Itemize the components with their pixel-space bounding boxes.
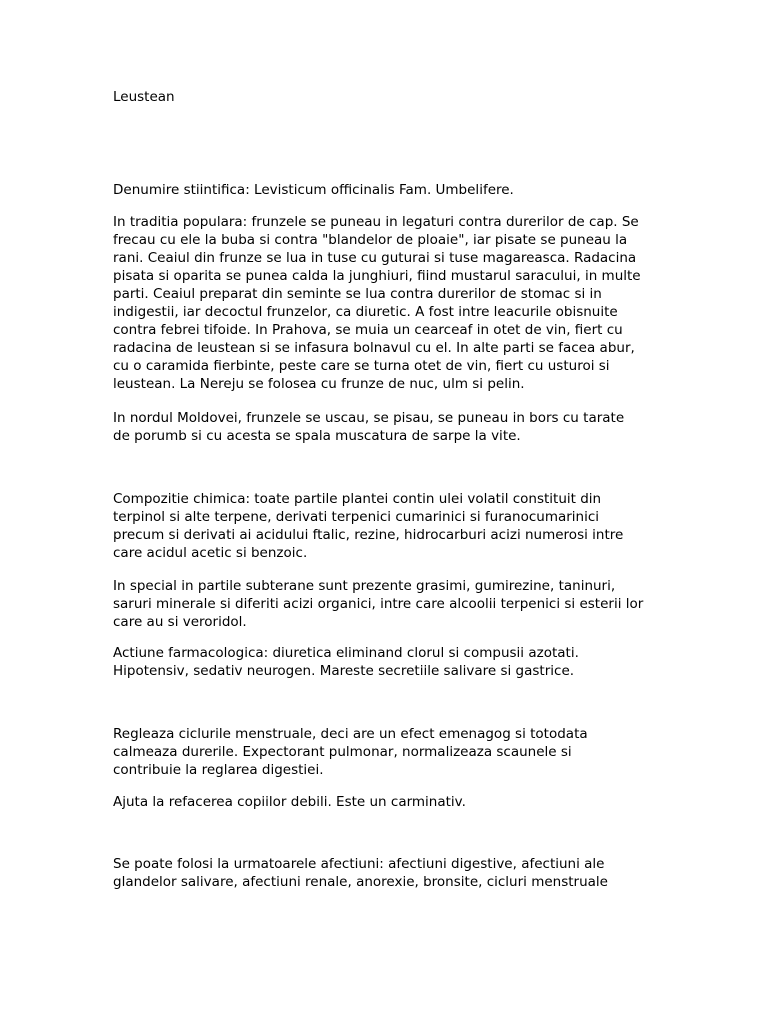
document-title: Leustean xyxy=(113,89,175,105)
paragraph-line: rani. Ceaiul din frunze se lua in tuse cu guturai si tuse magareasca. Radacina xyxy=(113,250,637,266)
paragraph-line: Denumire stiintifica: Levisticum officinalis Fam. Umbelifere. xyxy=(113,182,514,198)
paragraph-line: care acidul acetic si benzoic. xyxy=(113,545,308,561)
paragraph-line: Actiune farmacologica: diuretica eliminand clorul si compusii azotati. xyxy=(113,645,579,661)
paragraph-line: saruri minerale si diferiti acizi organici, intre care alcoolii terpenici si esterii lor xyxy=(113,596,644,612)
paragraph-line: pisata si oparita se punea calda la junghiuri, fiind mustarul saracului, in multe xyxy=(113,268,641,284)
paragraph-line: cu o caramida fierbinte, peste care se turna otet de vin, fiert cu usturoi si xyxy=(113,358,610,374)
paragraph-line: In nordul Moldovei, frunzele se uscau, se pisau, se puneau in bors cu tarate xyxy=(113,410,625,426)
paragraph-line: care au si veroridol. xyxy=(113,614,247,630)
paragraph-line: Se poate folosi la urmatoarele afectiuni: afectiuni digestive, afectiuni ale xyxy=(113,856,605,872)
paragraph-line: precum si derivati ai acidului ftalic, rezine, hidrocarburi acizi numerosi intre xyxy=(113,527,624,543)
paragraph-line: glandelor salivare, afectiuni renale, anorexie, bronsite, cicluri menstruale xyxy=(113,874,608,890)
paragraph-line: In traditia populara: frunzele se puneau in legaturi contra durerilor de cap. Se xyxy=(113,214,639,230)
paragraph-line: Ajuta la refacerea copiilor debili. Este un carminativ. xyxy=(113,794,466,810)
paragraph-line: In special in partile subterane sunt prezente grasimi, gumirezine, taninuri, xyxy=(113,578,616,594)
paragraph-line: Compozitie chimica: toate partile plantei contin ulei volatil constituit din xyxy=(113,491,602,507)
paragraph-line: leustean. La Nereju se folosea cu frunze de nuc, ulm si pelin. xyxy=(113,376,525,392)
paragraph-line: contribuie la reglarea digestiei. xyxy=(113,762,324,778)
paragraph-line: contra febrei tifoide. In Prahova, se muia un cearceaf in otet de vin, fiert cu xyxy=(113,322,623,338)
paragraph-line: Hipotensiv, sedativ neurogen. Mareste secretiile salivare si gastrice. xyxy=(113,663,575,679)
paragraph-line: indigestii, iar decoctul frunzelor, ca diuretic. A fost intre leacurile obisnuite xyxy=(113,304,618,320)
paragraph-line: terpinol si alte terpene, derivati terpenici cumarinici si furanocumarinici xyxy=(113,509,600,525)
paragraph-line: calmeaza durerile. Expectorant pulmonar, normalizeaza scaunele si xyxy=(113,744,572,760)
paragraph-line: frecau cu ele la buba si contra "blandelor de ploaie", iar pisate se puneau la xyxy=(113,232,628,248)
paragraph-line: parti. Ceaiul preparat din seminte se lua contra durerilor de stomac si in xyxy=(113,286,602,302)
paragraph-line: Regleaza ciclurile menstruale, deci are un efect emenagog si totodata xyxy=(113,726,588,742)
paragraph-line: radacina de leustean si se infasura bolnavul cu el. In alte parti se facea abur, xyxy=(113,340,635,356)
paragraph-line: de porumb si cu acesta se spala muscatura de sarpe la vite. xyxy=(113,428,521,444)
